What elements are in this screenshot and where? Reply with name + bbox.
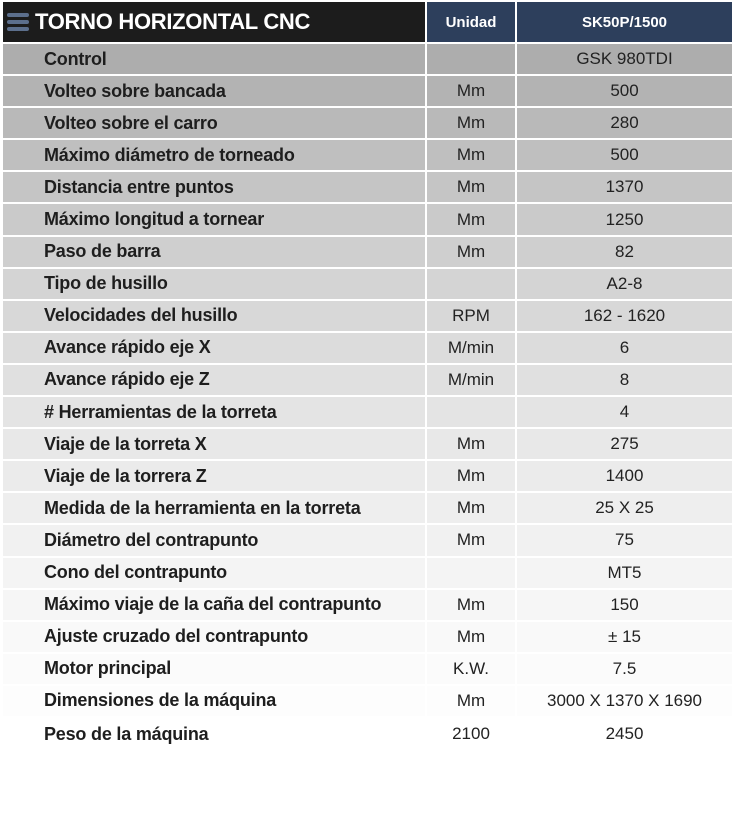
row-unit: Mm [456, 241, 486, 261]
table-row [3, 558, 732, 590]
row-label: Viaje de la torreta X [44, 433, 207, 454]
row-value: 275 [610, 434, 639, 454]
table-row [3, 365, 732, 397]
row-value: 500 [610, 145, 639, 165]
row-label: Avance rápido eje Z [44, 369, 210, 390]
row-label: Volteo sobre el carro [44, 112, 218, 133]
row-unit: Mm [456, 690, 486, 710]
row-value: 25 X 25 [595, 498, 654, 518]
table-row [3, 622, 732, 654]
table-row [3, 269, 732, 301]
row-value: 500 [610, 81, 639, 101]
row-value: 1400 [605, 466, 644, 486]
row-unit: M/min [447, 337, 495, 357]
row-value: 162 - 1620 [583, 305, 666, 325]
table-row [3, 654, 732, 686]
menu-icon [7, 13, 29, 31]
row-unit: K.W. [453, 658, 489, 678]
table-row [3, 590, 732, 622]
row-unit: Mm [456, 594, 486, 614]
row-label: Diámetro del contrapunto [44, 529, 259, 550]
table-row [3, 237, 732, 269]
row-value: 82 [615, 241, 634, 261]
model-column-header: SK50P/1500 [517, 2, 732, 44]
table-title: TORNO HORIZONTAL CNC [35, 9, 311, 34]
table-row [3, 301, 732, 333]
table-row [3, 397, 732, 429]
row-unit: Mm [456, 145, 486, 165]
row-value: GSK 980TDI [576, 49, 673, 69]
row-unit: M/min [447, 369, 495, 389]
row-label: Volteo sobre bancada [44, 80, 226, 101]
table-row [3, 718, 732, 750]
row-label: Máximo longitud a tornear [44, 209, 265, 230]
row-label: Paso de barra [44, 241, 161, 262]
row-label: Motor principal [44, 658, 171, 679]
row-value: 8 [619, 369, 630, 389]
table-row [3, 429, 732, 461]
row-value: MT5 [607, 562, 642, 582]
row-unit: Mm [456, 466, 486, 486]
row-label: Viaje de la torrera Z [44, 465, 207, 486]
table-row [3, 172, 732, 204]
row-unit: Mm [456, 626, 486, 646]
table-row [3, 461, 732, 493]
row-label: Ajuste cruzado del contrapunto [44, 626, 309, 647]
row-label: # Herramientas de la torreta [44, 401, 277, 422]
row-unit: Mm [456, 209, 486, 229]
row-label: Velocidades del husillo [44, 305, 238, 326]
table-header [3, 2, 732, 44]
title-cell [3, 2, 427, 44]
row-value: 1250 [605, 209, 644, 229]
table-row [3, 686, 732, 718]
row-label: Máximo diámetro de torneado [44, 144, 295, 165]
row-value: ± 15 [608, 626, 641, 646]
table-row [3, 493, 732, 525]
row-label: Máximo viaje de la caña del contrapunto [44, 594, 382, 615]
row-label: Cono del contrapunto [44, 562, 227, 583]
table-row [3, 525, 732, 557]
row-label: Distancia entre puntos [44, 176, 234, 197]
row-label: Control [44, 48, 107, 69]
row-unit: Mm [456, 113, 486, 133]
row-unit: Mm [456, 434, 486, 454]
row-unit: Mm [456, 177, 486, 197]
unit-column-header: Unidad [427, 2, 517, 44]
row-value: 75 [615, 530, 634, 550]
table-row [3, 333, 732, 365]
row-value: 280 [610, 113, 639, 133]
row-label: Tipo de husillo [44, 273, 168, 294]
table-row [3, 76, 732, 108]
table-row [3, 204, 732, 236]
table-row [3, 140, 732, 172]
row-value: 1370 [605, 177, 644, 197]
row-label: Avance rápido eje X [44, 337, 211, 358]
row-label: Dimensiones de la máquina [44, 690, 277, 711]
row-unit: RPM [452, 305, 490, 325]
row-value: 150 [610, 594, 639, 614]
row-unit: Mm [456, 81, 486, 101]
row-value: A2-8 [606, 273, 643, 293]
row-label: Medida de la herramienta en la torreta [44, 497, 361, 518]
row-unit: 2100 [452, 724, 490, 744]
row-value: 3000 X 1370 X 1690 [546, 690, 703, 710]
row-unit: Mm [456, 530, 486, 550]
table-row [3, 44, 732, 76]
table-row [3, 108, 732, 140]
table-body [3, 44, 732, 750]
row-unit: Mm [456, 498, 486, 518]
row-value: 6 [619, 337, 630, 357]
row-value: 7.5 [612, 658, 637, 678]
row-label: Peso de la máquina [44, 723, 209, 744]
spec-table [3, 2, 732, 750]
row-value: 2450 [605, 724, 644, 744]
row-value: 4 [619, 402, 630, 422]
